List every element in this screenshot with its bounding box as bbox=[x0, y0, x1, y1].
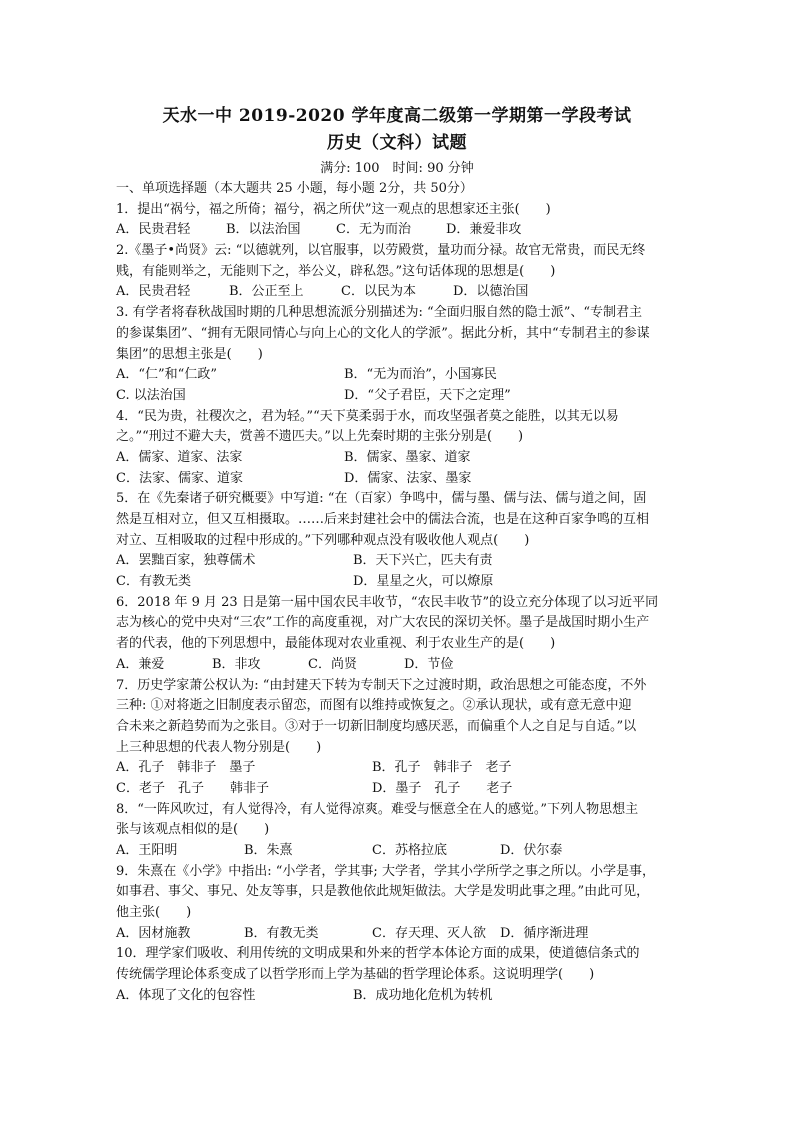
option-a: A．“仁”和“仁政” bbox=[116, 367, 217, 383]
option-b: B．公正至上 bbox=[229, 284, 304, 300]
question-text: 贱，有能则举之，无能则下之，举公义，辟私怨。”这句话体现的思想是( ) bbox=[116, 263, 556, 279]
options bbox=[116, 282, 686, 303]
question-8 bbox=[116, 800, 686, 862]
option-c: C．尚贤 bbox=[308, 656, 357, 672]
options bbox=[116, 469, 686, 490]
option-a: A．因材施教 bbox=[116, 925, 191, 941]
options bbox=[116, 365, 686, 386]
option-a: A．儒家、道家、法家 bbox=[116, 449, 243, 465]
option-b: B．朱熹 bbox=[244, 843, 293, 858]
options bbox=[116, 779, 686, 800]
question-text: 张与该观点相似的是( ) bbox=[116, 822, 270, 838]
options bbox=[116, 448, 686, 469]
question-text: 三种: ①对将逝之旧制度表示留恋，而图有以维持或恢复之。②承认现状，或有意无意中迎 bbox=[116, 698, 632, 714]
exam-title: 天水一中 2019-2020 学年度高二级第一学期第一学段考试 bbox=[162, 106, 632, 126]
option-d: D．星星之火，可以燎原 bbox=[353, 574, 494, 590]
option-c: C．以民为本 bbox=[341, 284, 416, 300]
question-text: 2.《墨子•尚贤》云: “以德就列，以官服事，以劳殿赏，量功而分禄。故官无常贵，而民无终 bbox=[116, 243, 646, 259]
option-a: A．兼爱 bbox=[116, 656, 165, 672]
question-text: 如事君、事父、事兄、处友等事，只是教他依此规矩做法。大学是发明此事之理。”由此可见， bbox=[116, 884, 650, 900]
question-2 bbox=[116, 241, 686, 303]
options bbox=[116, 841, 686, 862]
question-text: 集团”的思想主张是( ) bbox=[116, 346, 263, 362]
question-text: 9．朱熹在《小学》中指出: “小学者，学其事; 大学者，学其小学所学之事之所以。小学是事， bbox=[116, 863, 655, 879]
question-text: 者的代表，他的下列思想中，最能体现对农业重视、利于农业生产的是( ) bbox=[116, 636, 556, 652]
question-text: 8．“一阵风吹过，有人觉得冷，有人觉得凉爽。难受与惬意全在人的感觉。”下列人物思想主 bbox=[116, 801, 639, 817]
option-a: A．孔子 韩非子 墨子 bbox=[116, 760, 256, 776]
question-text: 3. 有学者将春秋战国时期的几种思想流派分别描述为: “全面归服自然的隐士派”、“专制君主 bbox=[116, 305, 642, 321]
option-d: D．节俭 bbox=[404, 656, 454, 672]
option-c: C. 以法治国 bbox=[116, 387, 186, 403]
option-a: A．王阳明 bbox=[116, 843, 178, 858]
option-b: B．非攻 bbox=[212, 656, 261, 672]
question-1 bbox=[116, 200, 686, 241]
option-d: D．墨子 孔子 老子 bbox=[372, 780, 513, 796]
option-c: C．老子 孔子 韩非子 bbox=[116, 780, 269, 796]
option-b: B．孔子 韩非子 老子 bbox=[372, 760, 512, 776]
exam-content bbox=[116, 179, 686, 1007]
option-d: D．兼爱非攻 bbox=[446, 222, 522, 238]
option-d: D．“父子君臣，天下之定理” bbox=[344, 387, 511, 403]
question-text: 对立、互相吸取的过程中形成的。”下列哪种观点没有吸收他人观点( ) bbox=[116, 532, 530, 548]
option-c: C．法家、儒家、道家 bbox=[116, 470, 243, 486]
question-7 bbox=[116, 676, 686, 800]
option-d: D．循序渐进理 bbox=[500, 925, 589, 941]
section-heading: 一、单项选择题（本大题共 25 小题，每小题 2分，共 50分） bbox=[116, 181, 473, 196]
question-text: 合未来之新趋势而为之张目。③对于一切新旧制度均感厌恶，而偏重个人之自足与自适。”以 bbox=[116, 718, 637, 734]
question-text: 传统儒学理论体系变成了以哲学形而上学为基础的哲学理论体系。这说明理学( ) bbox=[116, 967, 595, 983]
options bbox=[116, 986, 686, 1007]
option-b: B．儒家、墨家、道家 bbox=[344, 449, 471, 465]
option-c: C．存天理、灭人欲 bbox=[372, 925, 486, 941]
question-6 bbox=[116, 593, 686, 676]
question-4 bbox=[116, 407, 686, 490]
option-a: A．体现了文化的包容性 bbox=[116, 987, 256, 1003]
option-c: C．有教无类 bbox=[116, 574, 191, 590]
options bbox=[116, 924, 686, 945]
question-5 bbox=[116, 489, 686, 592]
question-text: 10．理学家们吸收、利用传统的文明成果和外来的哲学本体论方面的成果，使道德信条式的 bbox=[116, 946, 640, 962]
option-d: D．儒家、法家、墨家 bbox=[344, 470, 472, 486]
option-a: A．民贵君轻 bbox=[116, 222, 191, 238]
option-b: B．“无为而治”，小国寡民 bbox=[344, 367, 497, 383]
option-d: D．以德治国 bbox=[453, 284, 529, 300]
question-text: 上三种思想的代表人物分别是( ) bbox=[116, 739, 322, 755]
question-text: 6．2018 年 9 月 23 日是第一届中国农民丰收节，“农民丰收节”的设立充分体现了以习近平同 bbox=[116, 594, 659, 610]
question-text: 4．“民为贵，社稷次之，君为轻。”“天下莫柔弱于水，而攻坚强者莫之能胜，以其无以易 bbox=[116, 408, 619, 424]
option-a: A．民贵君轻 bbox=[116, 284, 191, 300]
question-10 bbox=[116, 944, 686, 1006]
exam-subtitle: 历史（文科）试题 bbox=[327, 133, 467, 153]
option-a: A．罢黜百家，独尊儒术 bbox=[116, 553, 256, 569]
option-b: B．成功地化危机为转机 bbox=[353, 987, 493, 1003]
options bbox=[116, 551, 686, 572]
question-text: 1．提出“祸兮，福之所倚；福兮，祸之所伏”这一观点的思想家还主张( ) bbox=[116, 201, 551, 217]
option-d: D．伏尔泰 bbox=[500, 843, 563, 858]
question-text: 然是互相对立，但又互相摄取。……后来封建社会中的儒法合流，也是在这种百家争鸣的互相 bbox=[116, 512, 650, 527]
option-b: B．以法治国 bbox=[226, 222, 301, 238]
option-b: B．有教无类 bbox=[244, 925, 319, 941]
question-9 bbox=[116, 862, 686, 945]
options bbox=[116, 758, 686, 779]
question-text: 他主张( ) bbox=[116, 905, 192, 921]
exam-meta: 满分: 100 时间: 90 分钟 bbox=[320, 161, 474, 176]
options bbox=[116, 572, 686, 593]
options bbox=[116, 386, 686, 407]
question-text: 5．在《先秦诸子研究概要》中写道: “在（百家）争鸣中，儒与墨、儒与法、儒与道之间，固 bbox=[116, 491, 647, 507]
option-c: C．苏格拉底 bbox=[372, 843, 447, 858]
question-text: 志为核心的党中央对“三农”工作的高度重视，对广大农民的深切关怀。墨子是战国时期小生产 bbox=[116, 615, 650, 631]
question-3 bbox=[116, 303, 686, 406]
question-text: 之。”“刑过不避大夫，赏善不遗匹夫。”以上先秦时期的主张分别是( ) bbox=[116, 429, 524, 445]
options bbox=[116, 220, 686, 241]
question-text: 的参谋集团”、“拥有无限同情心与向上心的文化人的学派”。据此分析，其中“专制君主的参谋 bbox=[116, 325, 650, 341]
options bbox=[116, 655, 686, 676]
option-b: B．天下兴亡，匹夫有责 bbox=[353, 553, 493, 569]
option-c: C．无为而治 bbox=[336, 222, 411, 238]
question-text: 7．历史学家萧公权认为: “由封建天下转为专制天下之过渡时期，政治思想之可能态度，不外 bbox=[116, 677, 647, 693]
